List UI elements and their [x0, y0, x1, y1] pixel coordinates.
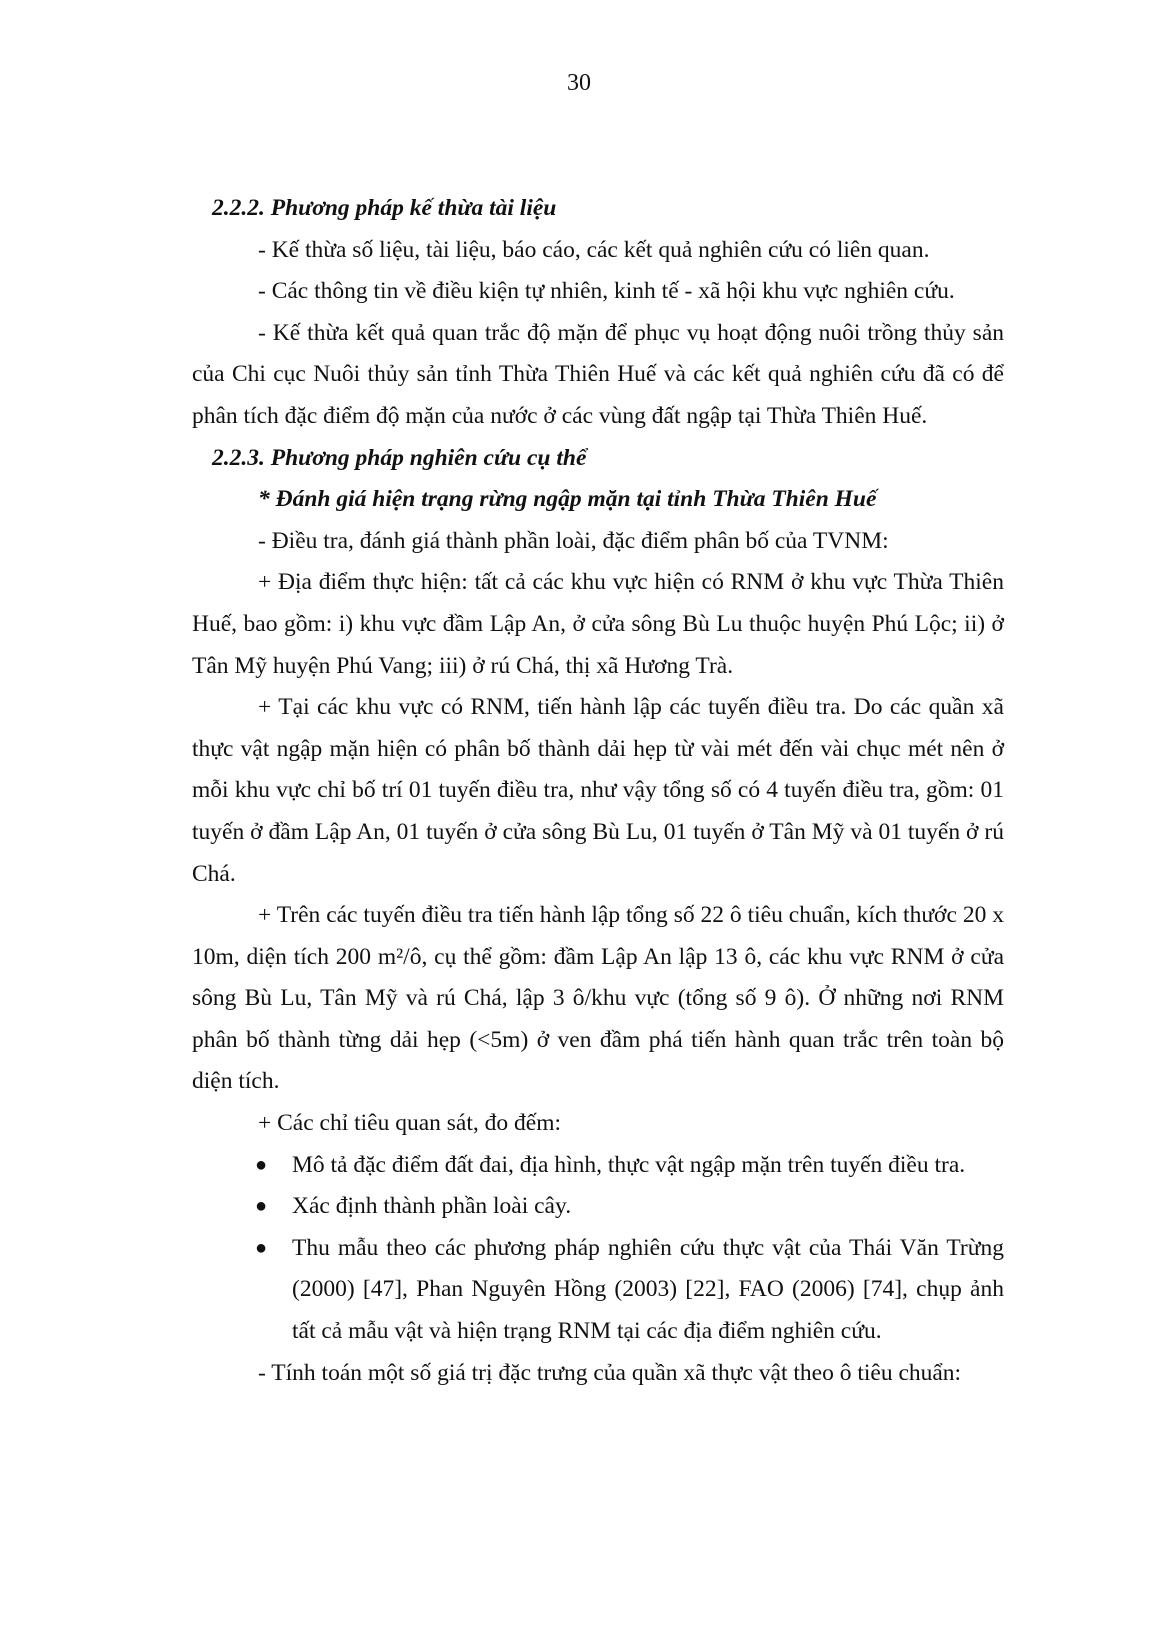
list-item-text: Mô tả đặc điểm đất đai, địa hình, thực vật ngập mặn trên tuyến điều tra. — [292, 1151, 966, 1178]
list-item — [192, 1186, 1004, 1228]
list-item-text: Xác định thành phần loài cây. — [292, 1193, 572, 1220]
survey-intro: - Điều tra, đánh giá thành phần loài, đặc điểm phân bố của TVNM: — [258, 527, 889, 554]
indicators-intro: + Các chỉ tiêu quan sát, đo đếm: — [258, 1110, 562, 1137]
indicator-list — [192, 1145, 1004, 1353]
inheritance-item-salinity: - Kế thừa kết quả quan trắc độ mặn để phục vụ hoạt động nuôi trồng thủy sản của Chi cục Nuôi thủy sản tỉnh Thừa Thiên Huế và các kết quả nghiên cứu đã có để phân tích đặc điểm độ mặn của nước ở các vùng đất ngập tại Thừa Thiên Huế. — [192, 319, 1004, 429]
inheritance-item-data: - Kế thừa số liệu, tài liệu, báo cáo, các kết quả nghiên cứu có liên quan. — [258, 236, 930, 263]
bullet-icon: ● — [255, 1236, 268, 1259]
list-item — [192, 1145, 1004, 1187]
document-body — [192, 188, 1004, 1394]
survey-transects-paragraph: + Tại các khu vực có RNM, tiến hành lập các tuyến điều tra. Do các quần xã thực vật ngập mặn hiện có phân bố thành dải hẹp từ vài mét đến vài chục mét nên ở mỗi khu vực chỉ bố trí 01 tuyến điều tra, như vậy tổng số có 4 tuyến điều tra, gồm: 01 tuyến ở đầm Lập An, 01 tuyến ở cửa sông Bù Lu, 01 tuyến ở Tân Mỹ và 01 tuyến ở rú Chá. — [192, 694, 1004, 887]
list-item-text: Thu mẫu theo các phương pháp nghiên cứu thực vật của Thái Văn Trừng (2000) [47], Phan Nguyên Hồng (2003) [22], FAO (2006) [74], chụp ảnh tất cả mẫu vật và hiện trạng RNM tại các địa điểm nghiên cứu. — [292, 1234, 1004, 1345]
bullet-icon: ● — [255, 1153, 268, 1176]
survey-plots-paragraph: + Trên các tuyến điều tra tiến hành lập tổng số 22 ô tiêu chuẩn, kích thước 20 x 10m, diện tích 200 m²/ô, cụ thể gồm: đầm Lập An lập 13 ô, các khu vực RNM ở cửa sông Bù Lu, Tân Mỹ và rú Chá, lập 3 ô/khu vực (tổng số 9 ô). Ở những nơi RNM phân bố thành từng dải hẹp (<5m) ở ven đầm phá tiến hành quan trắc trên toàn bộ diện tích. — [192, 902, 1004, 1095]
bullet-icon: ● — [255, 1195, 268, 1218]
section-heading-2-2-3: 2.2.3. Phương pháp nghiên cứu cụ thể — [212, 444, 587, 471]
inheritance-item-conditions: - Các thông tin về điều kiện tự nhiên, kinh tế - xã hội khu vực nghiên cứu. — [258, 278, 955, 305]
calculation-intro: - Tính toán một số giá trị đặc trưng của quần xã thực vật theo ô tiêu chuẩn: — [258, 1359, 962, 1386]
list-item — [192, 1228, 1004, 1353]
section-heading-2-2-2: 2.2.2. Phương pháp kế thừa tài liệu — [212, 195, 557, 221]
assessment-subheading: * Đánh giá hiện trạng rừng ngập mặn tại tỉnh Thừa Thiên Huế — [258, 486, 877, 513]
page-number: 30 — [567, 70, 591, 96]
survey-location-paragraph: + Địa điểm thực hiện: tất cả các khu vực hiện có RNM ở khu vực Thừa Thiên Huế, bao gồm: i) khu vực đầm Lập An, ở cửa sông Bù Lu thuộc huyện Phú Lộc; ii) ở Tân Mỹ huyện Phú Vang; iii) ở rú Chá, thị xã Hương Trà. — [192, 569, 1004, 679]
